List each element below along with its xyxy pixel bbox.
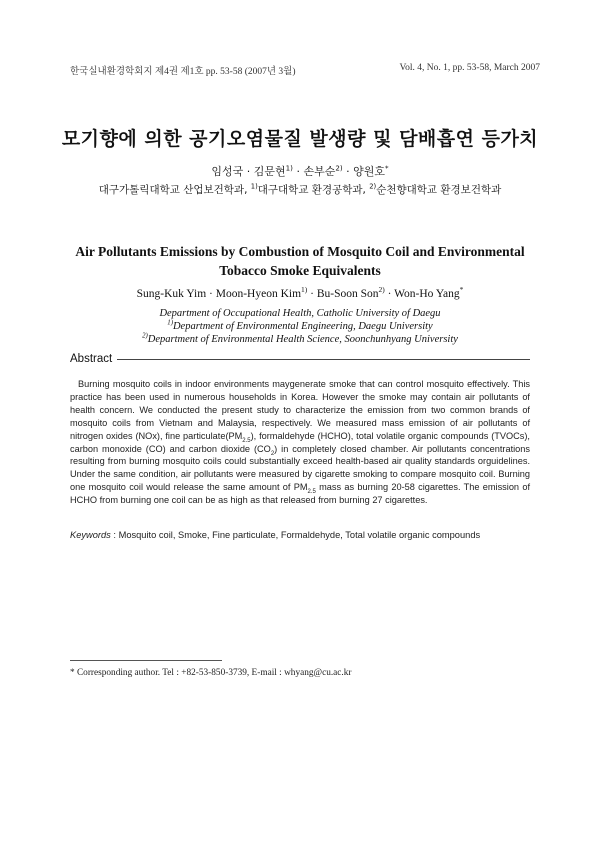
author-marker: *: [459, 285, 464, 295]
english-title: [60, 242, 540, 280]
subscript: 2.5: [307, 489, 316, 496]
korean-affiliations: [0, 182, 600, 197]
abstract-text: Burning mosquito coils in indoor environments maygenerate smoke that can control mosquito effectively. This practice has been used in numerous households in Korea. However the smoke may contain air pollutants of health concern. We conducted the present study to characterize the emission from two common brands of mosquito coils from Vietnam and Malaysia, respectively. We measured mass emission of air pollutants of nitrogen oxides (NOx), fine particulate(PM: [70, 379, 530, 441]
abstract-heading: [70, 353, 530, 365]
abstract-text: ) in completely closed chamber. Air pollutants concentrations resulting from burning mosquito coils could substantially exceed health-based air quality standards orguidelines. Under the same condition, air pollutants were measured by cigarette smoking to compare mosquito coil. Burning one mosquito coil would release the same amount of PM: [70, 443, 530, 493]
affiliation: 대구가톨릭대학교 산업보건학과,: [98, 184, 251, 196]
journal-header-english: Vol. 4, No. 1, pp. 53-58, March 2007: [399, 63, 540, 73]
affiliation: Department of Environmental Health Science, Soonchunhyang University: [147, 334, 458, 345]
english-title-line: Tobacco Smoke Equivalents: [219, 263, 381, 278]
english-affiliations: [0, 307, 600, 346]
affiliation-marker: 2): [142, 332, 148, 340]
keywords-label: Keywords: [70, 530, 111, 540]
author-name: Sung-Kuk Yim · Moon-Hyeon Kim: [136, 288, 302, 300]
author-name: · Won-Ho Yang: [384, 288, 460, 300]
subscript: 2: [270, 450, 275, 457]
author-marker: 2): [335, 163, 343, 173]
korean-title: 모기향에 의한 공기오염물질 발생량 및 담배흡연 등가치: [61, 128, 539, 150]
english-title-line: Air Pollutants Emissions by Combustion of Mosquito Coil and Environmental: [75, 244, 525, 259]
author-name: · 양원호: [342, 165, 386, 178]
english-authors: [0, 285, 600, 300]
affiliation: 순천향대학교 환경보건학과: [376, 184, 502, 196]
affiliation-line: [0, 320, 600, 333]
affiliation: 대구대학교 환경공학과,: [257, 184, 370, 196]
author-name: · 손부순: [292, 165, 336, 178]
author-name: 임성국 · 김문현: [211, 165, 286, 178]
abstract-body: [70, 378, 530, 507]
journal-header-korean: 한국실내환경학회지 제4권 제1호 pp. 53-58 (2007년 3월): [70, 67, 296, 77]
keywords-separator: :: [110, 530, 119, 540]
author-marker: 2): [378, 285, 385, 295]
keywords: [70, 530, 530, 540]
subscript: 2.5: [242, 437, 251, 444]
author-name: · Bu-Soon Son: [307, 288, 379, 300]
affiliation: Department of Environmental Engineering, Daegu University: [172, 321, 433, 332]
author-marker: *: [385, 163, 389, 173]
abstract-heading-label: Abstract: [70, 353, 113, 365]
affiliation-marker: 1): [167, 319, 173, 327]
abstract-text: ), formaldehyde (HCHO), total volatile organic compounds (TVOCs), carbon monoxide (CO) and carbon dioxide (CO: [70, 430, 530, 454]
affiliation-line: [0, 333, 600, 346]
korean-authors: [0, 163, 600, 179]
author-marker: 1): [301, 285, 308, 295]
keywords-text: Mosquito coil, Smoke, Fine particulate, Formaldehyde, Total volatile organic compounds: [118, 530, 481, 540]
footnote-rule: [70, 660, 222, 661]
affiliation-marker: 1): [250, 182, 258, 191]
affiliation-marker: 2): [369, 182, 377, 191]
abstract-heading-rule: [117, 359, 530, 360]
affiliation-line: Department of Occupational Health, Catholic University of Daegu: [159, 308, 441, 319]
author-marker: 1): [285, 163, 293, 173]
corresponding-author-footnote: * Corresponding author. Tel : +82-53-850-3739, E-mail : whyang@cu.ac.kr: [70, 668, 352, 678]
abstract-text: mass as burning 20-58 cigarettes. The emission of HCHO from burning one coil can be as high as that released from burning 27 cigarettes.: [70, 482, 531, 506]
